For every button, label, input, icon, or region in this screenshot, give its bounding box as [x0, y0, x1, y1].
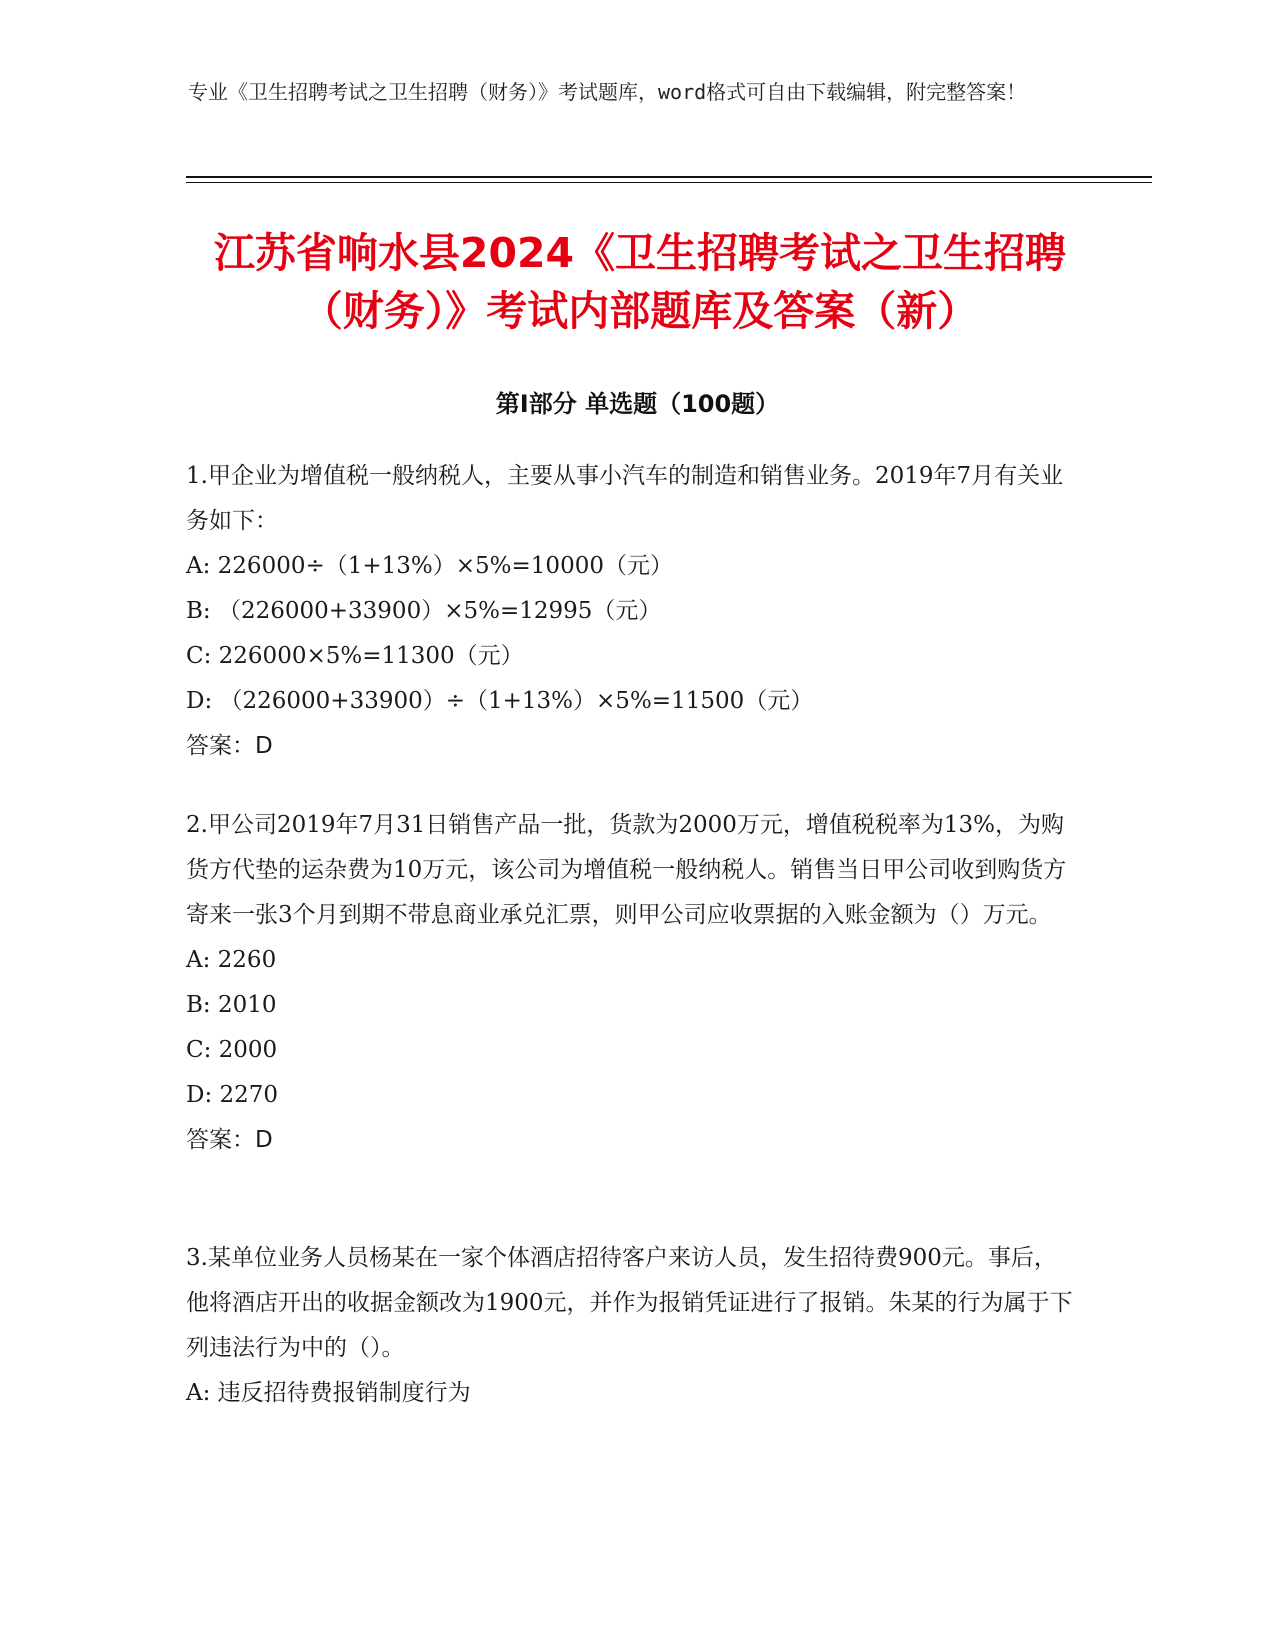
option-b: B: 2010 — [186, 992, 277, 1018]
header-divider-thick — [186, 176, 1152, 178]
option-a: A: 违反招待费报销制度行为 — [186, 1380, 471, 1406]
option-d: D: （226000+33900）÷（1+13%）×5%=11500（元） — [186, 688, 814, 714]
header-divider-thin — [186, 182, 1152, 183]
option-c: C: 2000 — [186, 1037, 278, 1063]
answer-label: 答案：D — [186, 1127, 273, 1153]
answer-label: 答案：D — [186, 733, 273, 759]
question-2 — [186, 803, 1076, 1163]
question-stem: 2.甲公司2019年7月31日销售产品一批，货款为2000万元，增值税税率为13%，为购货方代垫的运杂费为10万元，该公司为增值税一般纳税人。销售当日甲公司收到购货方寄来一张3个月到期不带息商业承兑汇票，则甲公司应收票据的入账金额为（）万元。 — [186, 812, 1067, 928]
option-c: C: 226000×5%=11300（元） — [186, 643, 524, 669]
question-1 — [186, 454, 1076, 769]
question-3 — [186, 1236, 1076, 1416]
question-stem: 3.某单位业务人员杨某在一家个体酒店招待客户来访人员，发生招待费900元。事后，他将酒店开出的收据金额改为1900元，并作为报销凭证进行了报销。朱某的行为属于下列违法行为中的（）。 — [186, 1245, 1073, 1361]
option-b: B: （226000+33900）×5%=12995（元） — [186, 598, 662, 624]
header-note: 专业《卫生招聘考试之卫生招聘（财务）》考试题库，word格式可自由下载编辑，附完整答案！ — [188, 80, 1027, 104]
option-d: D: 2270 — [186, 1082, 279, 1108]
question-stem: 1.甲企业为增值税一般纳税人，主要从事小汽车的制造和销售业务。2019年7月有关业务如下： — [186, 463, 1064, 534]
document-title: 江苏省响水县2024《卫生招聘考试之卫生招聘（财务）》考试内部题库及答案（新） — [213, 229, 1067, 335]
section-title: 第Ⅰ部分 单选题（100题） — [495, 390, 780, 418]
option-a: A: 226000÷（1+13%）×5%=10000（元） — [186, 553, 673, 579]
option-a: A: 2260 — [186, 947, 277, 973]
